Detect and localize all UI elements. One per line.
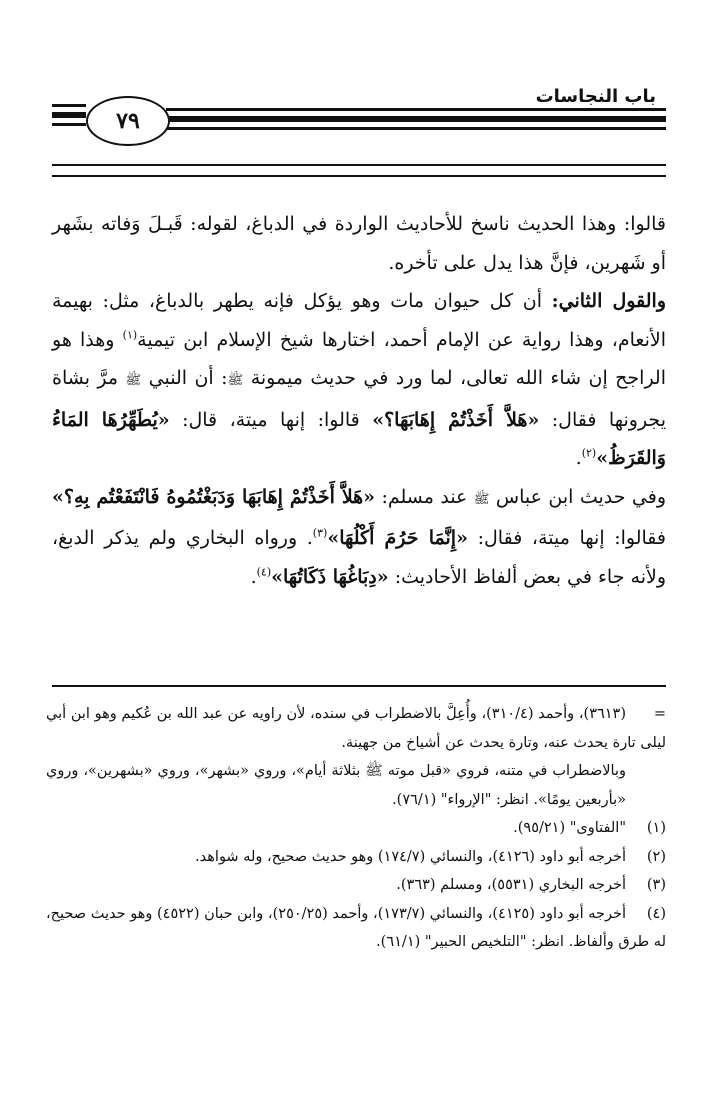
footnote-text: (٣٦١٣)، وأحمد (٣١٠/٤)، وأُعِلَّ بالاضطراب في سنده، لأن راويه عن عبد الله بن عُكيم وهو ابن أبي ليلى تارة يحدث عنه، وتارة يحدث عن أشياخ من جهينة.: [46, 706, 666, 751]
header-rule-right-3: [166, 127, 666, 130]
footnote-separator: [52, 685, 666, 687]
text-span: وهذا هو الراجح إن شاء الله تعالى، لما ورد في حديث ميمونة: [52, 328, 666, 389]
footnote-continuation: [46, 700, 666, 757]
text-span: : أن النبي: [141, 367, 228, 389]
chapter-title: باب النجاسات: [535, 86, 656, 107]
hadith-quote: «هَلاَّ أَخَذْتُمْ إِهَابَهَا وَدَبَغْتُمُوهُ فَانْتَفَعْتُم بِهِ؟»: [52, 485, 376, 508]
header-rule-left-1: [52, 104, 86, 107]
hadith-quote: «دِبَاغُهَا ذَكَاتُهَا»: [271, 565, 389, 588]
footnote-continuation-2: وبالاضطراب في متنه، فروي «قبل موته ﷺ بثلاثة أيام»، وروي «بشهر»، وروي «بشهرين»، وروي «بأربعين يومًا». انظر: "الإرواء" (٧٦/١).: [46, 763, 626, 808]
hadith-quote: «إِنَّمَا حَرُمَ أَكْلُهَا»: [327, 527, 468, 549]
text-span: .: [250, 565, 257, 588]
header-bottom-rule-1: [52, 164, 666, 166]
text-span: أن كل حيوان مات وهو يؤكل فإنه يطهر بالدباغ، مثل: بهيمة الأنعام، وهذا رواية عن الإمام أحمد، اختارها شيخ الإسلام ابن تيمية: [52, 290, 666, 351]
paragraph-3: [52, 478, 666, 597]
footnote-number: (٣): [646, 877, 666, 893]
page-number: ٧٩: [86, 96, 170, 146]
honorific-symbol: ﷺ: [473, 491, 490, 507]
honorific-symbol: ﷺ: [227, 373, 244, 388]
text-span: فقالوا: إنها ميتة، فقال:: [467, 527, 666, 549]
honorific-symbol: ﷺ: [125, 373, 142, 388]
header-rule-right-2: [166, 116, 666, 122]
text-span: . ورواه البخاري ولم يذكر الدبغ، ولأنه جاء في بعض ألفاظ الأحاديث:: [52, 527, 666, 588]
header-rule-left-3: [52, 123, 86, 126]
footnote-ref-2: (٢): [581, 446, 597, 460]
text-span: وفي حديث ابن عباس: [489, 485, 666, 508]
paragraph-2: [52, 282, 666, 478]
footnote-4: [46, 900, 666, 957]
footnote-text: أخرجه البخاري (٥٥٣١)، ومسلم (٣٦٣).: [396, 877, 626, 893]
text-span: مرَّ بشاة يجرونها فقال:: [52, 367, 666, 431]
hadith-quote: «يُطَهِّرُهَا المَاءُ وَالقَرَظُ»: [52, 408, 666, 469]
paragraph-1: قالوا: وهذا الحديث ناسخ للأحاديث الواردة في الدباغ، لقوله: قَبـلَ وَفاته بشَهر أو شَهرين، فإنَّ هذا يدل على تأخره.: [52, 213, 666, 274]
footnote-number: (٢): [646, 848, 666, 865]
footnotes: [46, 700, 666, 957]
footnote-1: [46, 814, 666, 843]
text-span: .: [575, 447, 582, 469]
footnote-number: (١): [646, 820, 666, 836]
header-bottom-rule-2: [52, 175, 666, 177]
continuation-marker: =: [653, 706, 667, 722]
footnote-ref-1: (١): [122, 328, 138, 342]
footnote-2: [46, 843, 666, 872]
hadith-quote: «هَلاَّ أَخَذْتُمْ إِهَابَهَا؟»: [372, 408, 540, 431]
footnote-text: أخرجه أبو داود (٤١٢٥)، والنسائي (١٧٣/٧)، وأحمد (٢٥٠/٢٥)، وابن حبان (٤٥٢٢) وهو حديث صحيح، له طرق وألفاظ. انظر: "التلخيص الحبير" (٦١/١).: [46, 905, 666, 950]
text-span: عند مسلم:: [375, 485, 474, 508]
main-text: [52, 205, 666, 596]
header-rule-left-2: [52, 112, 86, 118]
footnote-ref-3: (٣): [312, 526, 328, 540]
footnote-3: [46, 871, 666, 900]
header-rule-right-1: [166, 108, 666, 111]
footnote-number: (٤): [646, 905, 667, 922]
footnote-text: أخرجه أبو داود (٤١٢٦)، والنسائي (١٧٤/٧) وهو حديث صحيح، وله شواهد.: [195, 848, 626, 865]
text-span: قالوا: إنها ميتة، قال:: [169, 408, 373, 431]
second-opinion-heading: والقول الثاني:: [551, 290, 666, 312]
footnote-ref-4: (٤): [256, 565, 272, 579]
footnote-text: "الفتاوى" (٩٥/٢١).: [513, 820, 626, 836]
